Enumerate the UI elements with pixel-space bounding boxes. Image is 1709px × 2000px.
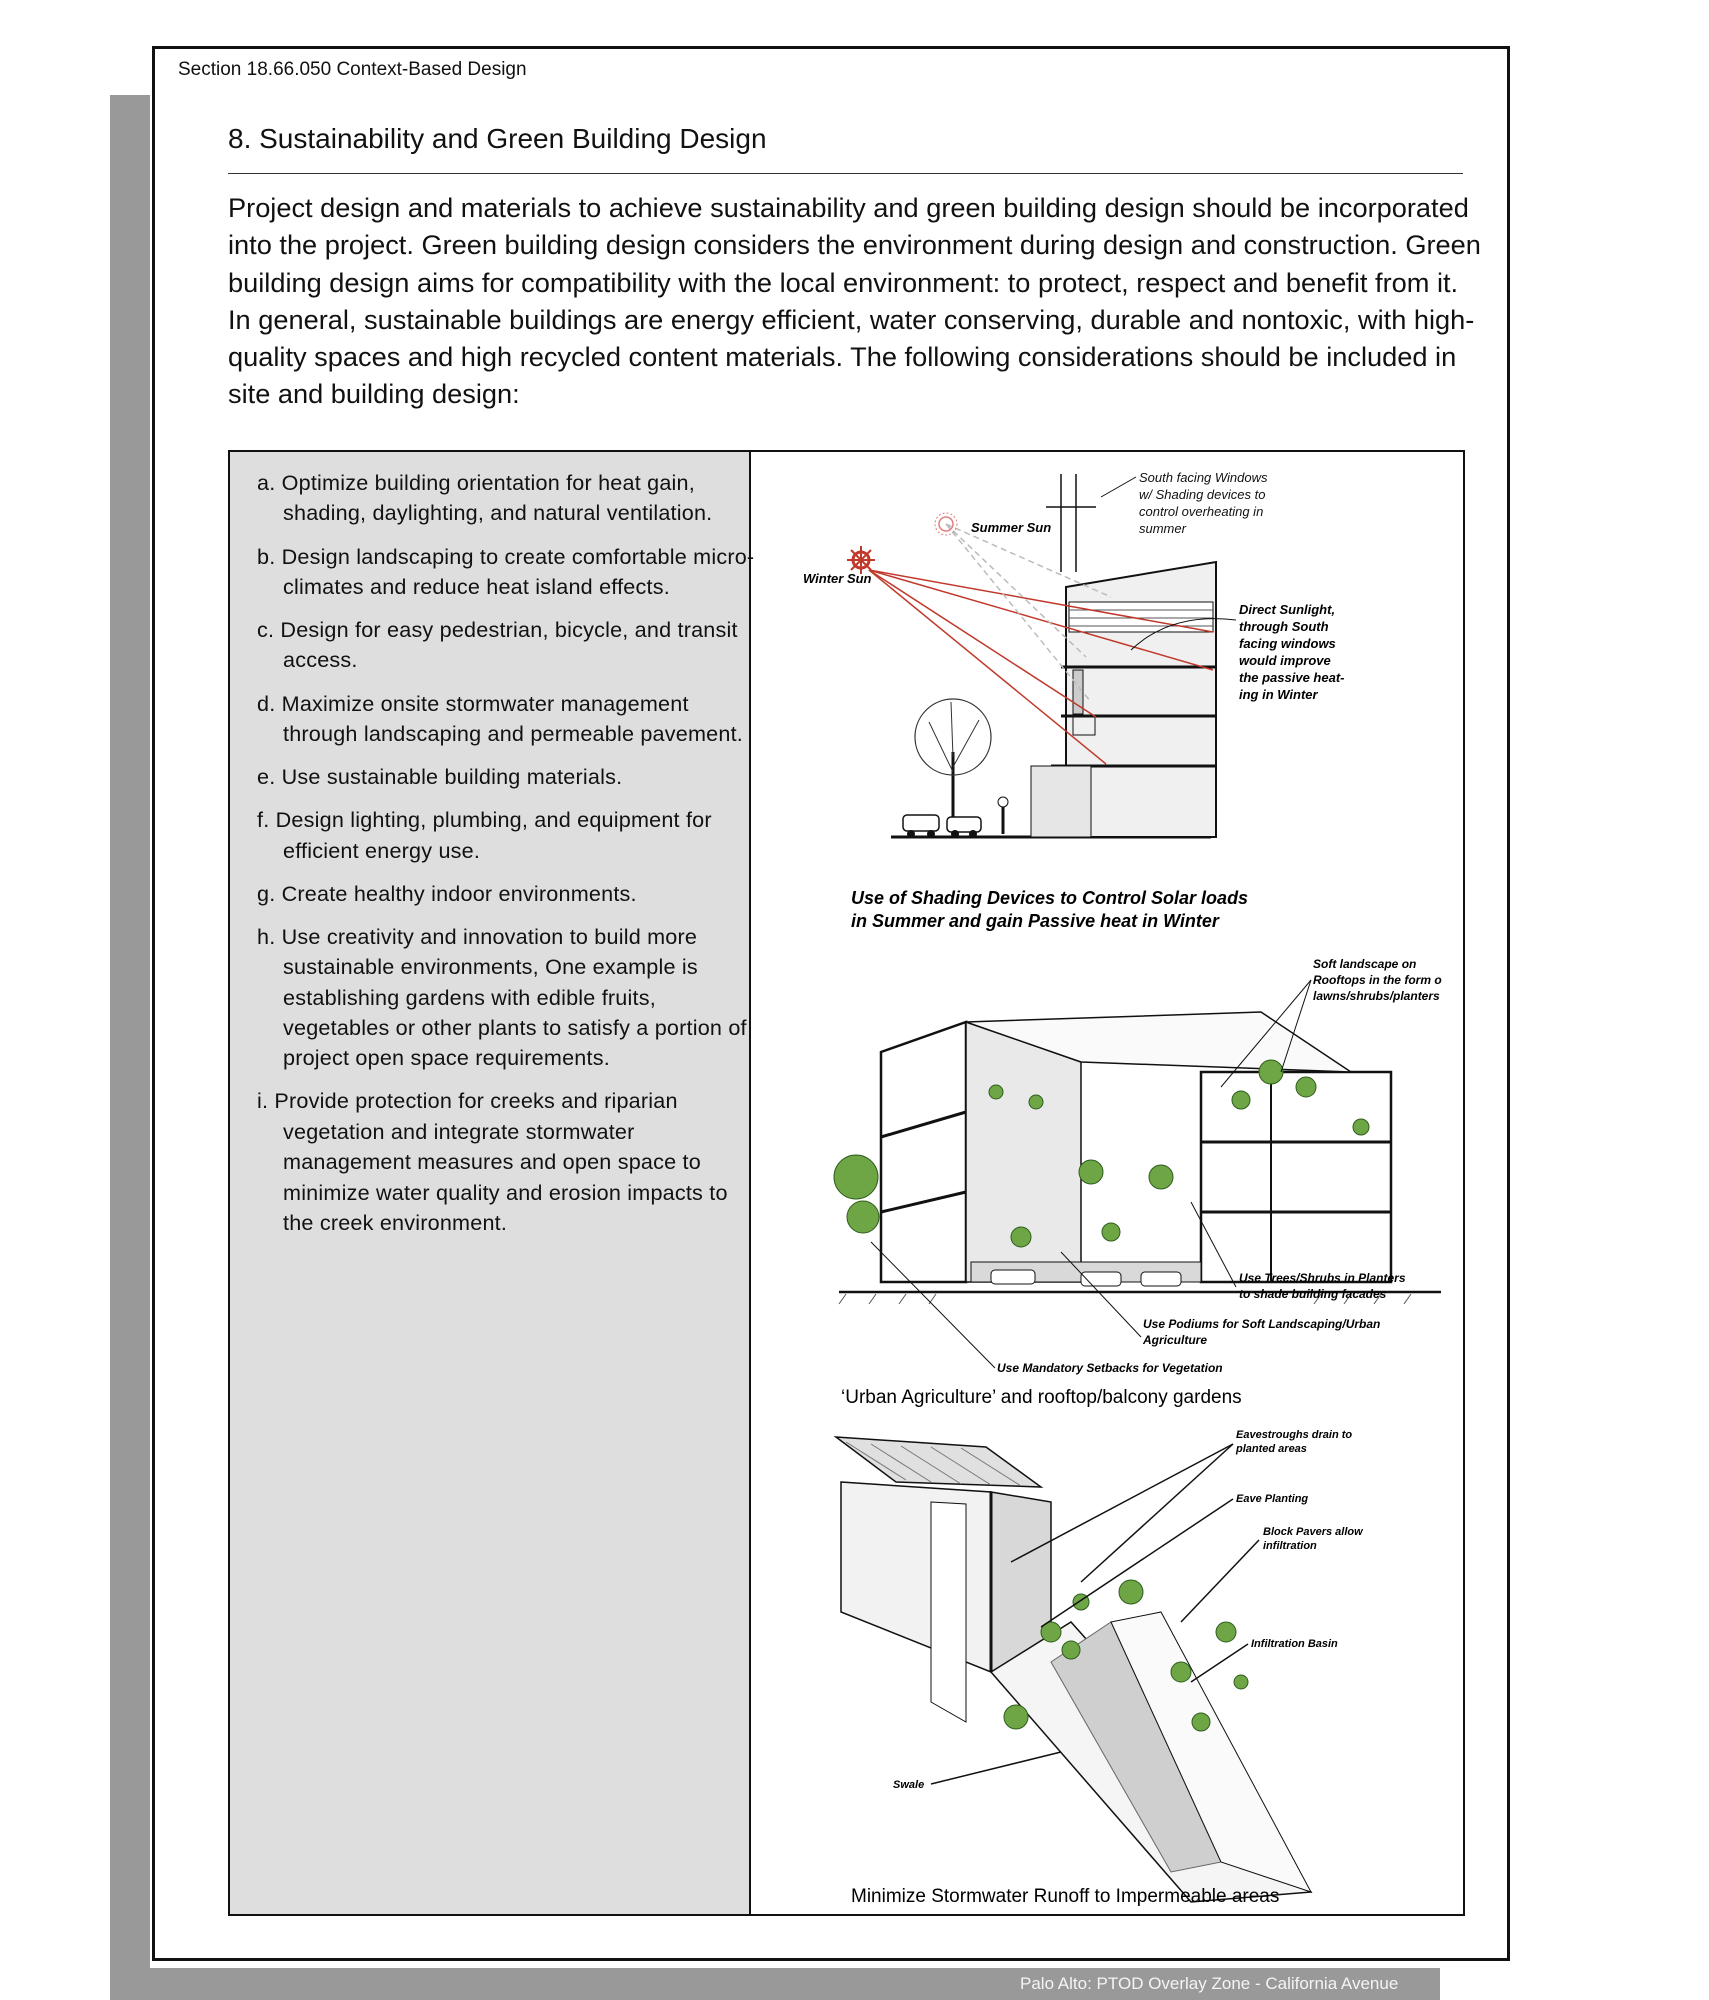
page-heading: 8. Sustainability and Green Building Design (228, 123, 767, 154)
list-item (257, 468, 757, 529)
considerations-list (230, 452, 757, 1238)
soft-landscape-label: Soft landscape on Rooftops in the form o lawns/shrubs/planters (1313, 957, 1442, 1003)
item-letter: b. (257, 543, 276, 569)
item-text: Design lighting, plumbing, and equipment for efficient energy use. (275, 807, 712, 863)
item-text: Optimize building orientation for heat gain, shading, daylighting, and natural ventilation. (281, 470, 713, 526)
list-item (257, 1086, 757, 1238)
item-letter: a. (257, 470, 276, 495)
page-shadow (110, 95, 150, 2000)
item-text: Use creativity and innovation to build more sustainable environments, One example is establishing gardens with edible fruits, vegetables or other plants to satisfy a portion of project open space requirements. (281, 923, 747, 1071)
list-item (257, 689, 757, 750)
direct-sunlight-label: Direct Sunlight, through South facing windows would improve the passive heat- ing in Winter (1239, 602, 1345, 702)
list-item (257, 879, 757, 909)
intro-paragraph: Project design and materials to achieve sustainability and green building design should be incorporated into the project. Green building design considers the environment during design and construction. Green building design aims for compatibility with the local environment: to protect, respect and benefit from it. In general, sustainable buildings are energy efficient, water conserving, durable and nontoxic, with high-quality spaces and high recycled content materials. The following considerations should be included in site and building design: (228, 192, 1481, 410)
item-letter: i. (257, 1088, 269, 1114)
item-text: Design for easy pedestrian, bicycle, and transit access. (280, 617, 738, 673)
item-text: Create healthy indoor environments. (281, 880, 637, 906)
item-text: Design landscaping to create comfortable micro-climates and reduce heat island effects. (281, 543, 755, 599)
car-icon (903, 815, 939, 838)
item-text: Provide protection for creeks and riparian vegetation and integrate stormwater management measures and open space to minimize water quality and erosion impacts to the creek environment. (274, 1088, 728, 1236)
shading-devices-illustration (751, 452, 1463, 952)
podiums-label: Use Podiums for Soft Landscaping/Urban Agriculture (1143, 1317, 1381, 1347)
building-section (881, 1012, 1391, 1282)
item-letter: d. (257, 690, 276, 716)
item-letter: c. (257, 617, 275, 642)
shading-caption: Use of Shading Devices to Control Solar loads in Summer and gain Passive heat in Winter (851, 888, 1249, 931)
illustrations-panel (751, 452, 1463, 1914)
item-letter: e. (257, 764, 276, 789)
setbacks-label: Use Mandatory Setbacks for Vegetation (997, 1361, 1223, 1375)
summer-sun-label: Summer Sun (971, 520, 1052, 535)
list-item (257, 615, 757, 676)
winter-sun-label: Winter Sun (803, 571, 872, 586)
car-icon (947, 817, 981, 838)
stormwater-caption: Minimize Stormwater Runoff to Impermeable areas (851, 1886, 1280, 1907)
block-pavers-label: Block Pavers allow infiltration (1263, 1526, 1363, 1552)
eavestroughs-label: Eavestroughs drain to planted areas (1236, 1429, 1353, 1455)
section-label: Section 18.66.050 Context-Based Design (178, 59, 527, 80)
item-letter: g. (257, 880, 276, 906)
considerations-panel (230, 452, 755, 1914)
agriculture-caption: ‘Urban Agriculture’ and rooftop/balcony gardens (841, 1387, 1242, 1408)
list-item (257, 762, 757, 792)
heading-rule (228, 173, 1463, 174)
south-windows-label: South facing Windows w/ Shading devices to control overheating in summer (1139, 470, 1268, 536)
urban-agriculture-illustration (751, 952, 1463, 1422)
swale-label: Swale (893, 1779, 925, 1791)
document-page (152, 46, 1510, 1961)
item-text: Use sustainable building materials. (281, 764, 623, 789)
person-icon (998, 797, 1008, 834)
stormwater-illustration (751, 1422, 1463, 1917)
roof-eave (836, 1437, 1041, 1487)
considerations-box (228, 450, 1465, 1916)
building-section (1031, 562, 1216, 837)
infiltration-basin-label: Infiltration Basin (1251, 1638, 1338, 1650)
winter-sun-icon (847, 546, 875, 574)
footer-text: Palo Alto: PTOD Overlay Zone - California Avenue (1020, 1974, 1399, 1993)
trees-shrubs-label: Use Trees/Shrubs in Planters to shade building facades (1239, 1271, 1406, 1301)
list-item (257, 805, 757, 866)
item-letter: f. (257, 807, 270, 833)
eave-planting-label: Eave Planting (1236, 1493, 1309, 1505)
item-text: Maximize onsite stormwater management through landscaping and permeable pavement. (281, 690, 743, 746)
item-letter: h. (257, 923, 276, 949)
list-item (257, 542, 757, 603)
list-item (257, 922, 757, 1074)
